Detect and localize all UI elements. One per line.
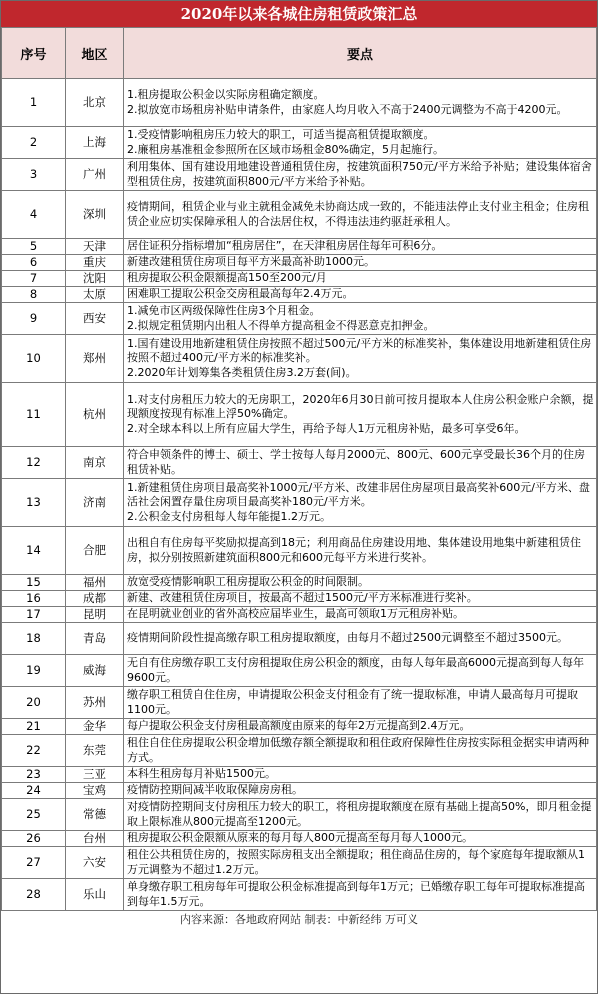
row-number: 16 (2, 591, 66, 607)
policy-point: 困难职工提取公积金交房租最高每年2.4万元。 (127, 287, 354, 301)
table-title: 2020年以来各城住房租赁政策汇总 (1, 1, 597, 27)
row-city: 青岛 (66, 623, 124, 655)
row-number: 19 (2, 655, 66, 687)
row-points (124, 831, 597, 847)
table-row (2, 79, 597, 127)
policy-point: 1.减免市区两级保障性住房3个月租金。 (127, 304, 321, 318)
row-number: 11 (2, 383, 66, 447)
row-points (124, 159, 597, 191)
row-number: 10 (2, 335, 66, 383)
row-number: 12 (2, 447, 66, 479)
policy-point: 租房提取公积金限额提高150至200元/月 (127, 271, 327, 285)
table-row (2, 447, 597, 479)
row-points (124, 527, 597, 575)
row-city: 台州 (66, 831, 124, 847)
policy-point: 1.受疫情影响租房压力较大的职工，可适当提高租赁提取额度。 (127, 128, 435, 142)
table-row (2, 591, 597, 607)
table-row (2, 383, 597, 447)
row-number: 25 (2, 799, 66, 831)
table-row (2, 335, 597, 383)
row-city: 沈阳 (66, 271, 124, 287)
row-points (124, 719, 597, 735)
header-row (2, 28, 597, 79)
row-points (124, 847, 597, 879)
table-row (2, 623, 597, 655)
table-row (2, 127, 597, 159)
table-row (2, 271, 597, 287)
row-points (124, 255, 597, 271)
row-number: 13 (2, 479, 66, 527)
row-city: 福州 (66, 575, 124, 591)
row-number: 4 (2, 191, 66, 239)
row-city: 北京 (66, 79, 124, 127)
policy-point: 单身缴存职工租房每年可提取公积金标准提高到每年1万元；已婚缴存职工每年可提取标准提高到每年1.5万元。 (127, 880, 585, 908)
policy-point: 新建改建租赁住房项目每平方米最高补助1000元。 (127, 255, 375, 269)
table-row (2, 719, 597, 735)
policy-point: 2.拟放宽市场租房补贴申请条件，由家庭人均月收入不高于2400元调整为不高于4200元。 (127, 102, 568, 116)
policy-point: 新建、改建租赁住房项目，按最高不超过1500元/平方米标准进行奖补。 (127, 591, 478, 605)
policy-point: 疫情期间，租赁企业与业主就租金减免未协商达成一致的，不能违法停止支付业主租金；住房租赁企业应切实保障承租人的合法居住权，不得违法违约驱赶承租人。 (127, 200, 589, 228)
table-row (2, 607, 597, 623)
row-number: 17 (2, 607, 66, 623)
row-city: 六安 (66, 847, 124, 879)
row-city: 三亚 (66, 767, 124, 783)
policy-point: 2.公积金支付房租每人每年能提1.2万元。 (127, 509, 331, 523)
table-row (2, 799, 597, 831)
header-no: 序号 (2, 28, 66, 79)
row-city: 苏州 (66, 687, 124, 719)
policy-point: 2.对全球本科以上所有应届大学生，再给予每人1万元租房补贴，最多可享受6年。 (127, 421, 526, 435)
row-city: 重庆 (66, 255, 124, 271)
row-points (124, 479, 597, 527)
table-row (2, 687, 597, 719)
row-points (124, 335, 597, 383)
row-city: 济南 (66, 479, 124, 527)
row-points (124, 383, 597, 447)
row-number: 2 (2, 127, 66, 159)
row-city: 东莞 (66, 735, 124, 767)
table-row (2, 239, 597, 255)
row-number: 28 (2, 879, 66, 911)
row-city: 上海 (66, 127, 124, 159)
table-row (2, 287, 597, 303)
row-number: 6 (2, 255, 66, 271)
policy-point: 对疫情防控期间支付房租压力较大的职工，将租房提取额度在原有基础上提高50%，即月租金提取上限标准从800元提高至1200元。 (127, 800, 592, 828)
row-city: 南京 (66, 447, 124, 479)
table-row (2, 767, 597, 783)
row-city: 深圳 (66, 191, 124, 239)
row-city: 西安 (66, 303, 124, 335)
header-points: 要点 (124, 28, 597, 79)
row-city: 天津 (66, 239, 124, 255)
policy-point: 1.国有建设用地新建租赁住房按照不超过500元/平方米的标准奖补，集体建设用地新建租赁住房按照不超过400元/平方米的标准奖补。 (127, 337, 592, 365)
policy-point: 2.廉租房基准租金参照所在区域市场租金80%确定，5月起施行。 (127, 142, 444, 156)
row-city: 宝鸡 (66, 783, 124, 799)
row-city: 广州 (66, 159, 124, 191)
policy-point: 缴存职工租赁自住住房，申请提取公积金支付租金有了统一提取标准，申请人最高每月可提取1100元。 (127, 688, 578, 716)
policy-point: 2.2020年计划筹集各类租赁住房3.2万套(间)。 (127, 365, 357, 379)
row-points (124, 271, 597, 287)
policy-point: 本科生租房每月补贴1500元。 (127, 767, 276, 781)
row-number: 1 (2, 79, 66, 127)
row-points (124, 783, 597, 799)
row-number: 14 (2, 527, 66, 575)
table-row (2, 191, 597, 239)
row-points (124, 735, 597, 767)
policy-point: 符合申领条件的博士、硕士、学士按每人每月2000元、800元、600元享受最长36个月的住房租赁补贴。 (127, 448, 585, 476)
row-number: 9 (2, 303, 66, 335)
policy-point: 每户提取公积金支付房租最高额度由原来的每年2万元提高到2.4万元。 (127, 719, 471, 733)
row-points (124, 623, 597, 655)
row-points (124, 127, 597, 159)
row-points (124, 303, 597, 335)
table-row (2, 479, 597, 527)
row-number: 8 (2, 287, 66, 303)
row-points (124, 591, 597, 607)
row-number: 7 (2, 271, 66, 287)
row-points (124, 687, 597, 719)
policy-point: 出租自有住房每平奖励拟提高到18元；利用商品住房建设用地、集体建设用地集中新建租赁住房，拟分别按照新建筑面积800元和600元每平方米进行奖补。 (127, 536, 581, 564)
row-city: 昆明 (66, 607, 124, 623)
policy-point: 1.新建租赁住房项目最高奖补1000元/平方米、改建非居住房屋项目最高奖补600元/平方米、盘活社会闲置存量住房项目最高奖补180元/平方米。 (127, 481, 590, 509)
table-row (2, 879, 597, 911)
row-city: 杭州 (66, 383, 124, 447)
policy-point: 1.租房提取公积金以实际房租确定额度。 (127, 88, 325, 102)
row-city: 乐山 (66, 879, 124, 911)
row-number: 20 (2, 687, 66, 719)
table-row (2, 303, 597, 335)
row-points (124, 447, 597, 479)
table-row (2, 255, 597, 271)
row-city: 金华 (66, 719, 124, 735)
row-city: 威海 (66, 655, 124, 687)
row-points (124, 607, 597, 623)
table-body (2, 79, 597, 911)
table-row (2, 159, 597, 191)
table-row (2, 831, 597, 847)
policy-point: 利用集体、国有建设用地建设普通租赁住房，按建筑面积750元/平方米给予补贴；建设集体宿舍型租赁住房，按建筑面积800元/平方米给予补贴。 (127, 160, 592, 188)
row-points (124, 239, 597, 255)
row-points (124, 799, 597, 831)
row-points (124, 655, 597, 687)
row-number: 23 (2, 767, 66, 783)
table-row (2, 735, 597, 767)
policy-point: 无自有住房缴存职工支付房租提取住房公积金的额度，由每人每年最高6000元提高到每人每年9600元。 (127, 656, 584, 684)
policy-point: 疫情防控期间减半收取保障房房租。 (127, 783, 303, 797)
table-row (2, 847, 597, 879)
row-number: 15 (2, 575, 66, 591)
source-footer: 内容来源：各地政府网站 制表：中新经纬 万可义 (180, 913, 418, 926)
row-city: 郑州 (66, 335, 124, 383)
row-number: 22 (2, 735, 66, 767)
row-city: 常德 (66, 799, 124, 831)
row-city: 太原 (66, 287, 124, 303)
row-number: 24 (2, 783, 66, 799)
policy-point: 2.拟规定租赁期内出租人不得单方提高租金不得恶意克扣押金。 (127, 318, 435, 332)
row-points (124, 79, 597, 127)
row-points (124, 879, 597, 911)
policy-point: 居住证积分指标增加“租房居住”，在天津租房居住每年可积6分。 (127, 239, 443, 253)
policy-point: 在昆明就业创业的省外高校应届毕业生，最高可领取1万元租房补贴。 (127, 607, 464, 621)
row-city: 合肥 (66, 527, 124, 575)
row-points (124, 191, 597, 239)
table-row (2, 575, 597, 591)
row-city: 成都 (66, 591, 124, 607)
row-number: 26 (2, 831, 66, 847)
table-row (2, 655, 597, 687)
policy-point: 1.对支付房租压力较大的无房职工，2020年6月30日前可按月提取本人住房公积金账户余额，提现额度按现有标准上浮50%确定。 (127, 393, 594, 421)
table-row (2, 783, 597, 799)
row-number: 21 (2, 719, 66, 735)
row-number: 3 (2, 159, 66, 191)
row-points (124, 575, 597, 591)
policy-point: 放宽受疫情影响职工租房提取公积金的时间限制。 (127, 575, 369, 589)
policy-point: 租住公共租赁住房的，按照实际房租支出全额提取；租住商品住房的，每个家庭每年提取额从1万元调整为不超过1.2万元。 (127, 848, 585, 876)
row-points (124, 767, 597, 783)
policy-point: 疫情期间阶段性提高缴存职工租房提取额度，由每月不超过2500元调整至不超过3500元。 (127, 631, 568, 645)
policy-point: 租住自住住房提取公积金增加低缴存额全额提取和租住政府保障性住房按实际租金据实申请两种方式。 (127, 736, 589, 764)
row-number: 5 (2, 239, 66, 255)
table-row (2, 527, 597, 575)
row-points (124, 287, 597, 303)
row-number: 27 (2, 847, 66, 879)
policy-point: 租房提取公积金限额从原来的每月每人800元提高至每月每人1000元。 (127, 831, 473, 845)
policy-table (1, 27, 597, 911)
header-region: 地区 (66, 28, 124, 79)
row-number: 18 (2, 623, 66, 655)
